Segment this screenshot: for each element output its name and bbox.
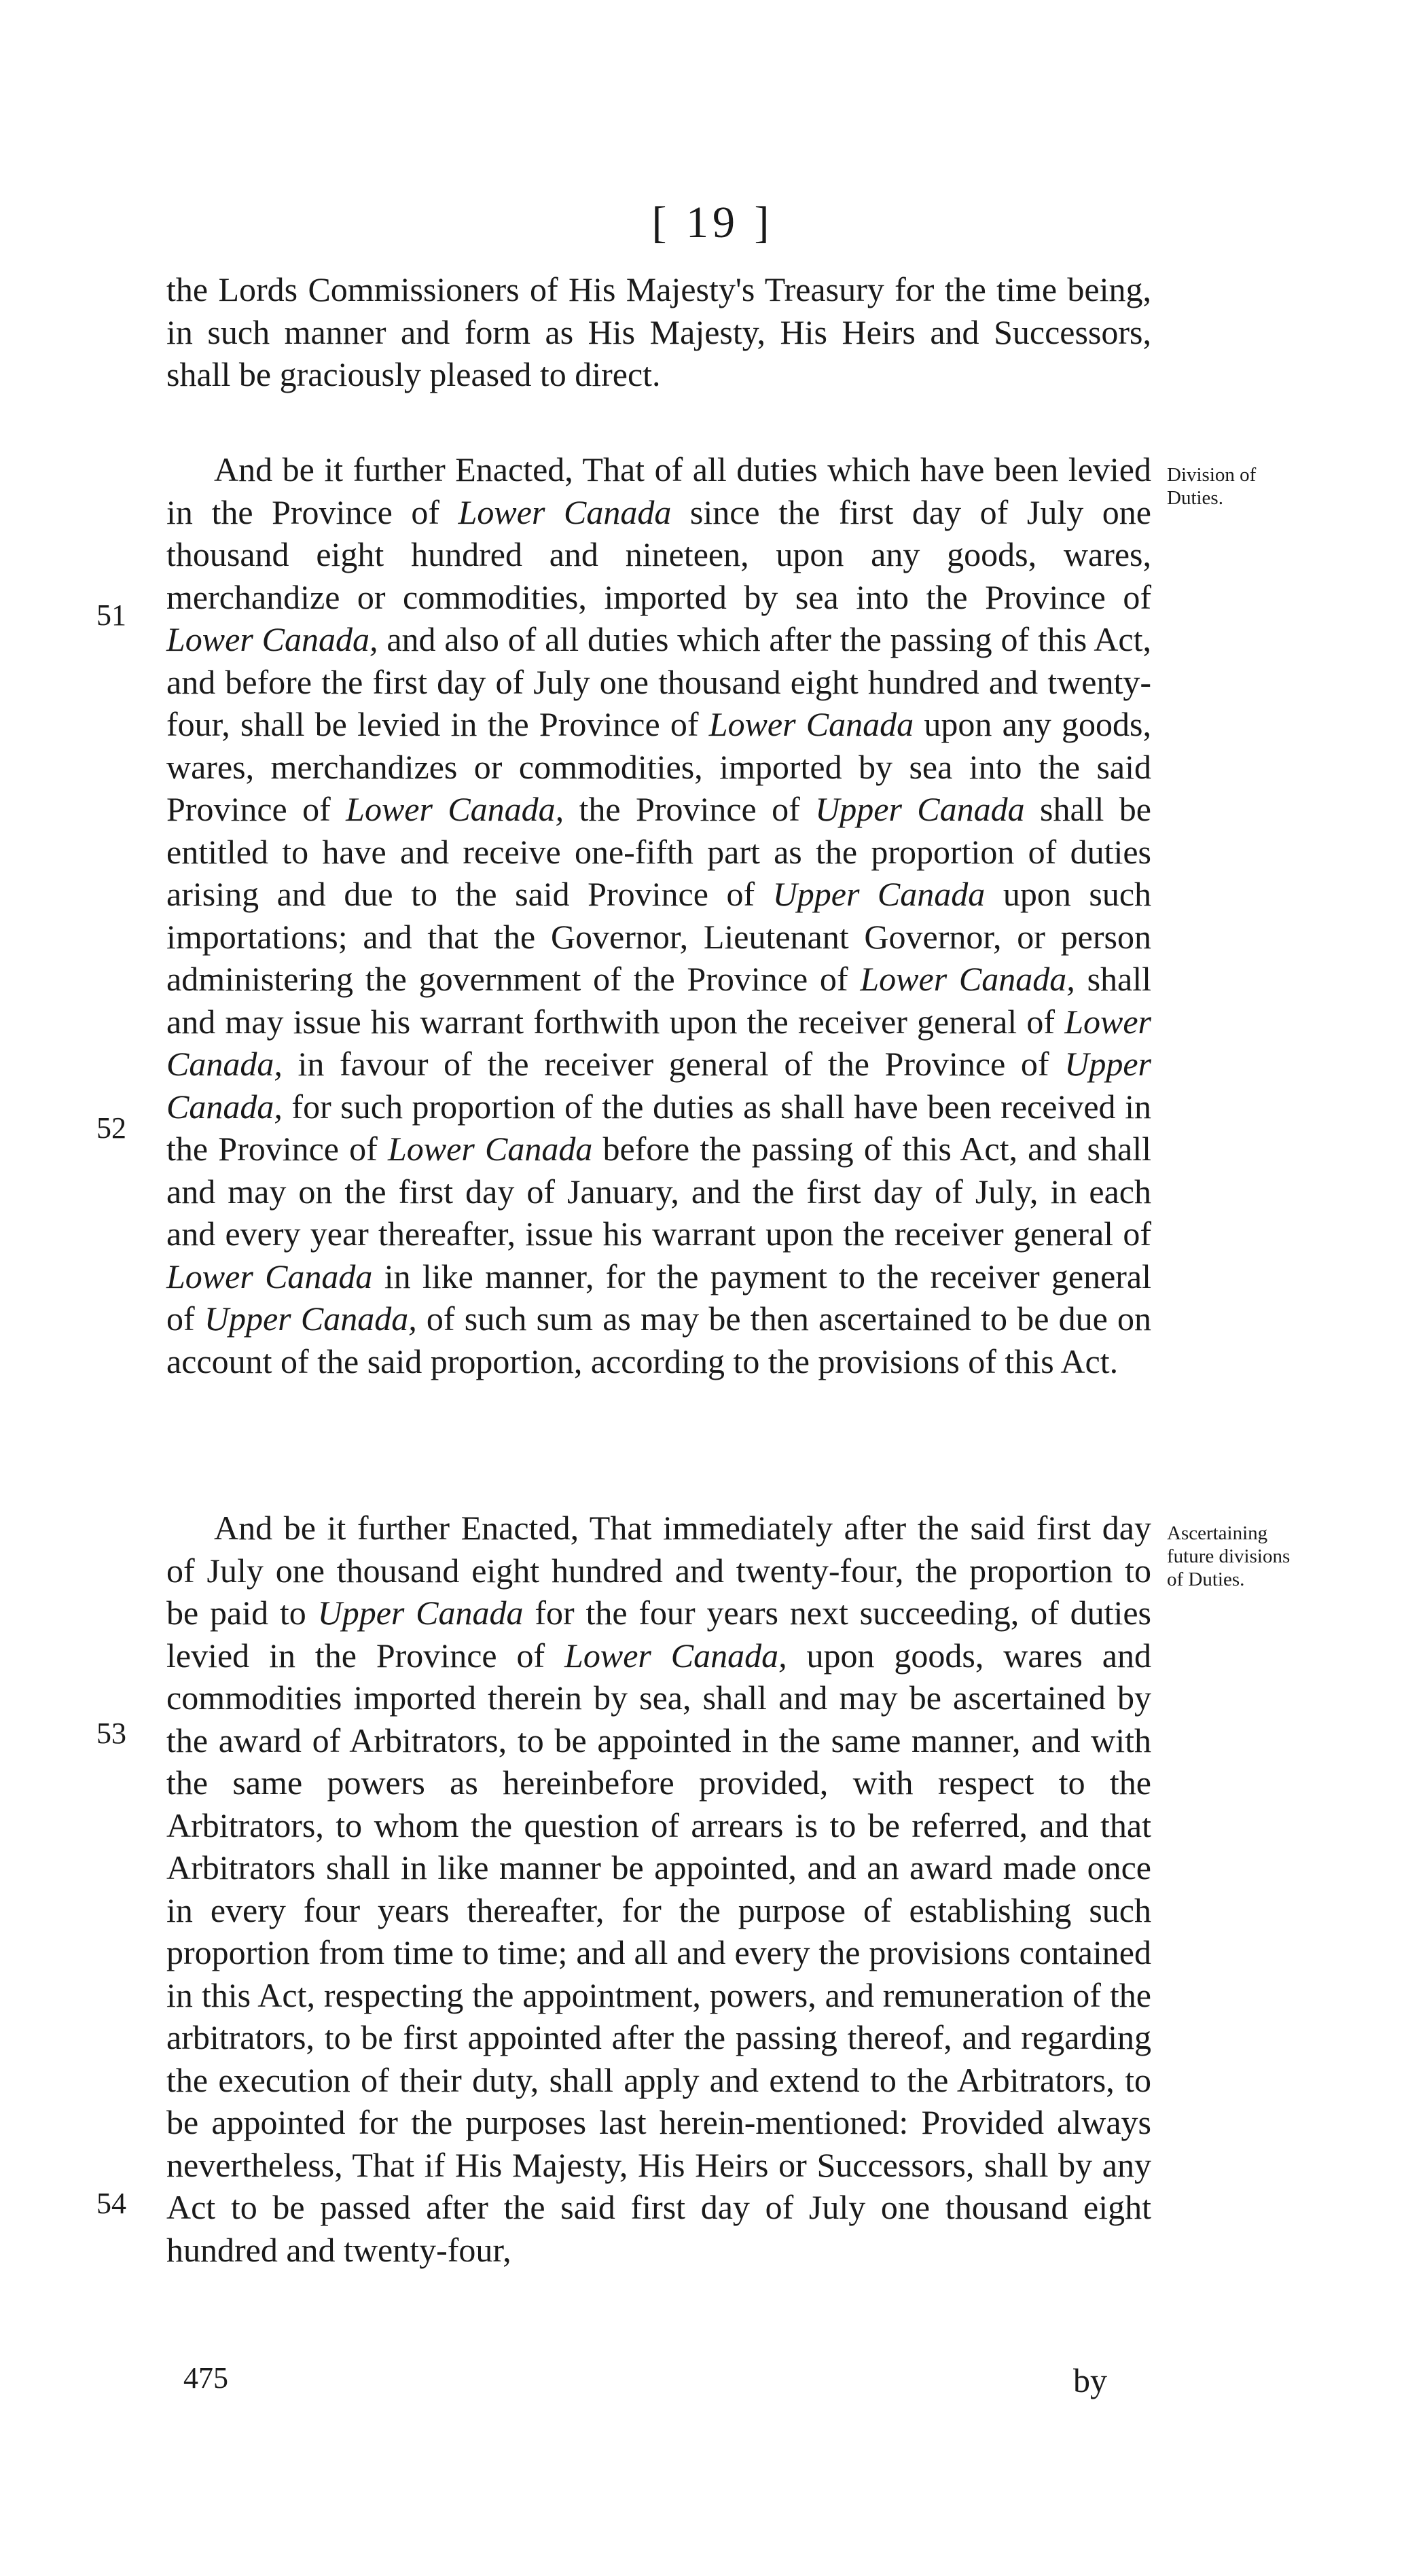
division-italic-5: Upper Canada <box>815 790 1025 828</box>
ascertain-text-2: for the four years next succeeding, of duties levied in the Province of <box>166 1594 1151 1675</box>
division-italic-10: Lower Canada <box>388 1130 593 1168</box>
catchword: by <box>1073 2361 1107 2399</box>
division-italic-7: Lower Canada, <box>860 960 1075 998</box>
margin-number: 52 <box>96 1111 126 1145</box>
division-italic-11: Lower Canada <box>166 1257 373 1295</box>
division-italic-9: Upper Canada, <box>166 1045 1151 1126</box>
signature-mark: 475 <box>183 2361 228 2395</box>
division-paragraph <box>166 448 1151 1382</box>
margin-number: 53 <box>96 1717 126 1750</box>
side-note-ascertaining: Ascertaining future divisions of Duties. <box>1167 1522 1291 1590</box>
division-italic-2: Lower Canada, <box>166 620 378 658</box>
division-text-9: in favour of the receiver general of the Province of <box>282 1045 1065 1083</box>
division-italic-1: Lower Canada <box>458 493 672 531</box>
division-italic-8: Lower Canada, <box>166 1002 1151 1083</box>
division-text-1: And be it further Enacted, That of all duties which have been levied in the Province of <box>166 450 1151 531</box>
division-text-10: for such proportion of the duties as shall have been received in the Province of <box>166 1087 1151 1168</box>
ascertain-italic-2: Lower Canada, <box>564 1636 787 1675</box>
division-text-5: the Province of <box>564 790 816 828</box>
division-text-4: upon any goods, wares, merchandizes or commodities, imported by sea into the said Province of <box>166 705 1151 828</box>
ascertaining-paragraph <box>166 1507 1151 2271</box>
division-text-6: shall be entitled to have and receive one-fifth part as the proportion of duties arising and due to the said Province of <box>166 790 1151 913</box>
margin-number: 51 <box>96 598 126 632</box>
division-italic-3: Lower Canada <box>708 705 914 743</box>
ascertain-italic-1: Upper Canada <box>317 1594 524 1632</box>
margin-number: 54 <box>96 2187 126 2220</box>
division-italic-6: Upper Canada <box>772 875 986 913</box>
division-text-12: in like manner, for the payment to the receiver general of <box>166 1257 1151 1338</box>
intro-paragraph: the Lords Commissioners of His Majesty's Treasury for the time being, in such manner and form as His Majesty, His Heirs and Successors, shall be graciously pleased to direct. <box>166 270 1151 393</box>
ascertain-text-3: upon goods, wares and commodities imported therein by sea, shall and may be ascertained by the award of Arbitrators, to be appointed in the same manner, and with the same powers as hereinbefore provided, with respect to the Arbitrators, to whom the question of arrears is to be referred, and that Arbitrators shall in like manner be appointed, and an award made once in every four years thereafter, for the purpose of establishing such proportion from time to time; and all and every the provisions contained in this Act, respecting the appointment, powers, and remuneration of the arbitrators, to be first appointed after the passing thereof, and regarding the execution of their duty, shall apply and extend to the Arbitrators, to be appointed for the purposes last herein-mentioned: Provided always nevertheless, That if His Majesty, His Heirs or Successors, shall by any Act to be passed after the said first day of July one thousand eight hundred and twenty-four, <box>166 1636 1151 2269</box>
division-text-2: since the first day of July one thousand eight hundred and nineteen, upon any goods, wares, merchandize or commodities, imported by sea into the Province of <box>166 493 1151 616</box>
page-number: [ 19 ] <box>651 198 774 247</box>
division-text-7: upon such importations; and that the Governor, Lieutenant Governor, or person administering the government of the Province of <box>166 875 1152 998</box>
division-text-11: before the passing of this Act, and shall and may on the first day of January, and the first day of July, in each and every year thereafter, issue his warrant upon the receiver general of <box>166 1130 1151 1253</box>
side-note-division: Division of Duties. <box>1167 464 1257 509</box>
division-text-13: of such sum as may be then ascertained to be due on account of the said proportion, according to the provisions of this Act. <box>166 1300 1152 1380</box>
division-italic-12: Upper Canada, <box>204 1300 417 1338</box>
division-italic-4: Lower Canada, <box>346 790 564 828</box>
ascertain-text-1: And be it further Enacted, That immediately after the said first day of July one thousand eight hundred and twenty-four, the proportion to be paid to <box>166 1509 1151 1632</box>
division-text-3: and also of all duties which after the passing of this Act, and before the first day of July one thousand eight hundred and twenty-four, shall be levied in the Province of <box>166 620 1151 743</box>
division-text-8: shall and may issue his warrant forthwith upon the receiver general of <box>166 960 1151 1041</box>
